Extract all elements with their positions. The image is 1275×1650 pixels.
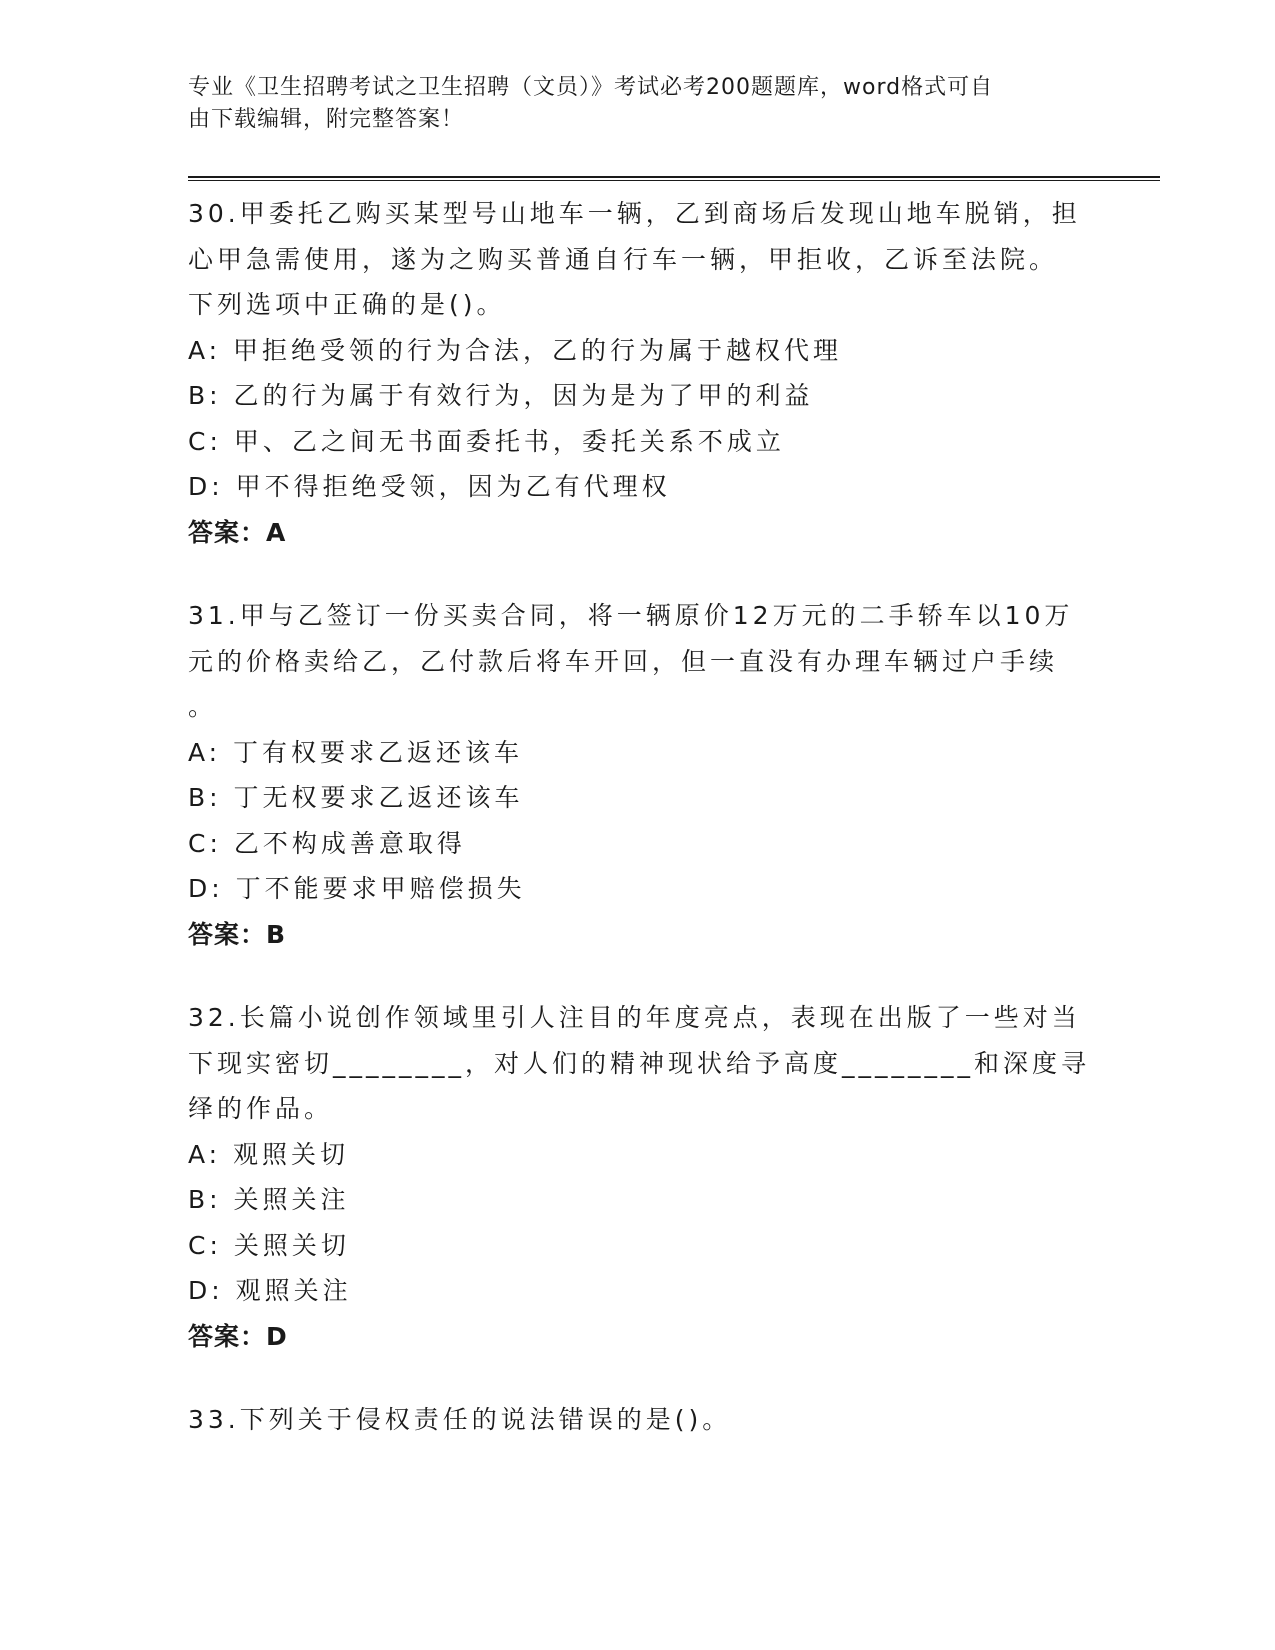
question-text-line: 元的价格卖给乙，乙付款后将车开回，但一直没有办理车辆过户手续	[188, 646, 1059, 676]
question-text-line: 绎的作品。	[188, 1094, 334, 1123]
question-30	[188, 191, 1160, 555]
question-31	[188, 593, 1160, 957]
option-b: B: 关照关注	[188, 1185, 350, 1214]
option-b: B: 乙的行为属于有效行为，因为是为了甲的利益	[188, 381, 814, 410]
doc-header-line-2: 由下载编辑，附完整答案！	[188, 107, 465, 132]
option-c: C: 甲、乙之间无书面委托书，委托关系不成立	[188, 426, 785, 456]
answer-label: 答案：A	[188, 517, 287, 547]
question-32	[188, 995, 1160, 1359]
doc-header-line-1: 专业《卫生招聘考试之卫生招聘（文员）》考试必考200题题库，word格式可自	[188, 75, 994, 100]
question-text-line: 下列选项中正确的是()。	[188, 290, 506, 319]
question-text-line: 32.长篇小说创作领域里引人注目的年度亮点，表现在出版了一些对当	[188, 1003, 1081, 1032]
header-divider	[188, 176, 1160, 181]
question-text-line: 。	[188, 692, 218, 721]
option-a: A: 甲拒绝受领的行为合法，乙的行为属于越权代理	[188, 335, 843, 365]
option-c: C: 乙不构成善意取得	[188, 828, 466, 858]
answer-label: 答案：B	[188, 919, 287, 949]
option-b: B: 丁无权要求乙返还该车	[188, 783, 524, 812]
question-text-line: 31.甲与乙签订一份买卖合同，将一辆原价12万元的二手轿车以10万	[188, 601, 1074, 630]
answer-label: 答案：D	[188, 1321, 288, 1351]
question-33	[188, 1397, 1160, 1443]
question-text-line: 心甲急需使用，遂为之购买普通自行车一辆，甲拒收，乙诉至法院。	[188, 244, 1059, 274]
option-c: C: 关照关切	[188, 1230, 350, 1260]
option-d: D: 观照关注	[188, 1276, 352, 1305]
option-d: D: 丁不能要求甲赔偿损失	[188, 874, 526, 903]
option-a: A: 观照关切	[188, 1139, 350, 1169]
question-text-line: 下现实密切________，对人们的精神现状给予高度________和深度寻	[188, 1048, 1091, 1078]
question-text-line: 33.下列关于侵权责任的说法错误的是()。	[188, 1405, 732, 1434]
option-d: D: 甲不得拒绝受领，因为乙有代理权	[188, 472, 671, 501]
option-a: A: 丁有权要求乙返还该车	[188, 737, 524, 767]
question-text-line: 30.甲委托乙购买某型号山地车一辆，乙到商场后发现山地车脱销，担	[188, 199, 1081, 228]
document-page	[188, 72, 1160, 1443]
